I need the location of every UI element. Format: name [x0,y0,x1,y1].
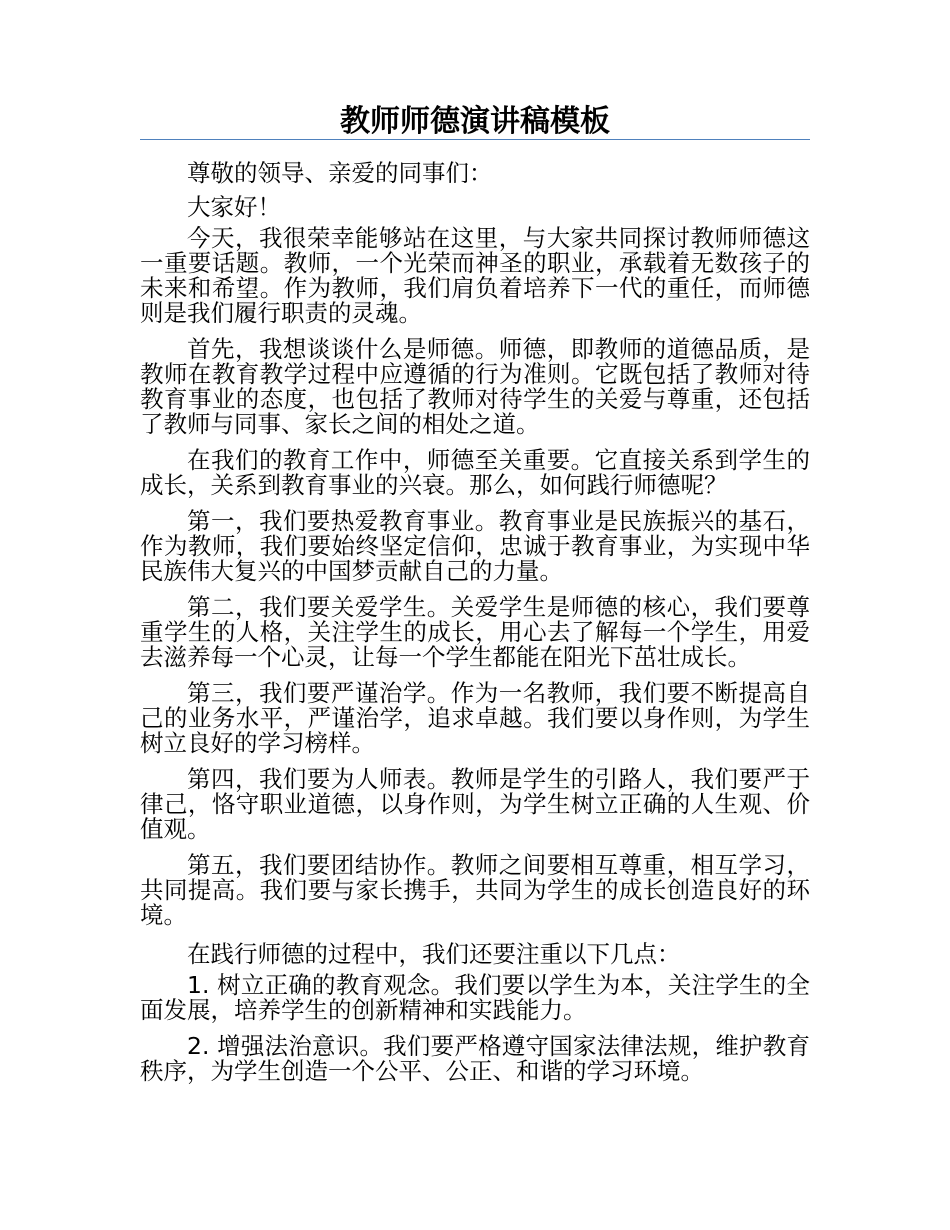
paragraph-point-1: 第一，我们要热爱教育事业。教育事业是民族振兴的基石，作为教师，我们要始终坚定信仰，忠诚于教育事业，为实现中华民族伟大复兴的中国梦贡献自己的力量。 [140,507,810,585]
greeting: 大家好！ [187,193,281,221]
document-title: 教师师德演讲稿模板 [340,104,610,139]
list-item-2: 2. 增强法治意识。我们要严格遵守国家法律法规，维护教育秩序，为学生创造一个公平、公正、和谐的学习环境。 [140,1032,810,1085]
paragraph-definition: 首先，我想谈谈什么是师德。师德，即教师的道德品质，是教师在教育教学过程中应遵循的行为准则。它既包括了教师对待教育事业的态度，也包括了教师对待学生的关爱与尊重，还包括了教师与同事、家长之间的相处之道。 [140,335,810,438]
list-item-1: 1. 树立正确的教育观念。我们要以学生为本，关注学生的全面发展，培养学生的创新精神和实践能力。 [140,971,810,1024]
paragraph-point-5: 第五，我们要团结协作。教师之间要相互尊重，相互学习，共同提高。我们要与家长携手，共同为学生的成长创造良好的环境。 [140,851,810,929]
title-underline [140,139,810,140]
paragraph-point-3: 第三，我们要严谨治学。作为一名教师，我们要不断提高自己的业务水平，严谨治学，追求卓越。我们要以身作则，为学生树立良好的学习榜样。 [140,679,810,757]
paragraph-intro: 今天，我很荣幸能够站在这里，与大家共同探讨教师师德这一重要话题。教师，一个光荣而神圣的职业，承载着无数孩子的未来和希望。作为教师，我们肩负着培养下一代的重任，而师德则是我们履行职责的灵魂。 [140,224,810,327]
paragraph-practice-intro: 在践行师德的过程中，我们还要注重以下几点： [187,940,681,968]
paragraph-point-2: 第二，我们要关爱学生。关爱学生是师德的核心，我们要尊重学生的人格，关注学生的成长，用心去了解每一个学生，用爱去滋养每一个心灵，让每一个学生都能在阳光下茁壮成长。 [140,593,810,671]
salutation: 尊敬的领导、亲爱的同事们： [187,159,493,187]
document-body [140,158,810,1095]
paragraph-point-4: 第四，我们要为人师表。教师是学生的引路人，我们要严于律己，恪守职业道德，以身作则，为学生树立正确的人生观、价值观。 [140,765,810,843]
paragraph-importance: 在我们的教育工作中，师德至关重要。它直接关系到学生的成长，关系到教育事业的兴衰。那么，如何践行师德呢？ [140,446,810,499]
